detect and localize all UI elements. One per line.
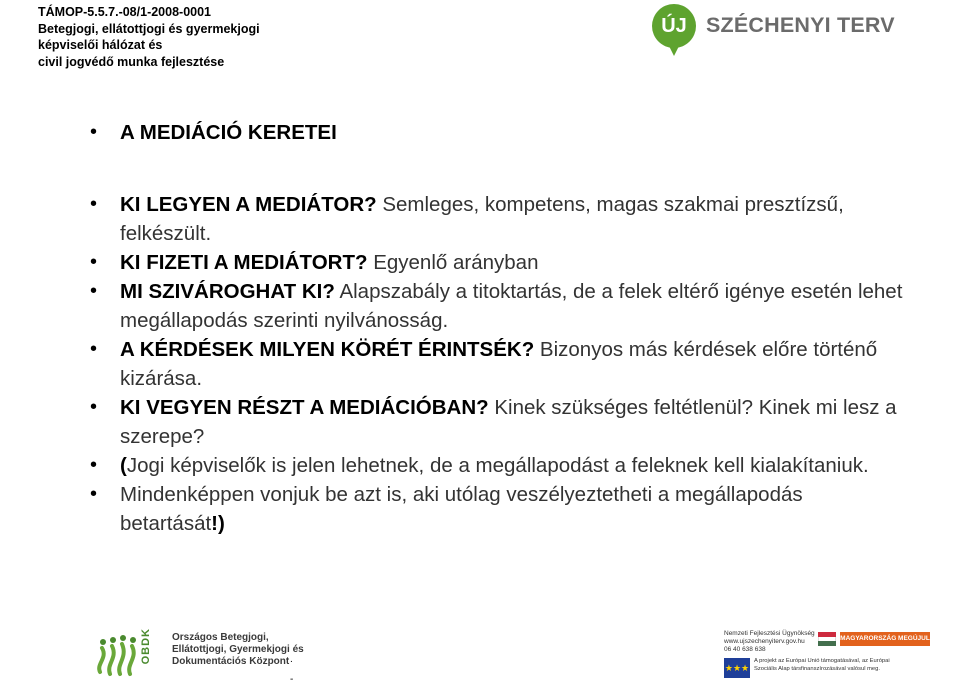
obdk-figures-icon: [94, 634, 166, 678]
hungarian-flag-icon: [818, 632, 836, 646]
bullet-question: A KÉRDÉSEK MILYEN KÖRÉT ÉRINTSÉK?: [120, 338, 535, 361]
logo-name: SZÉCHENYI TERV: [706, 13, 895, 37]
uj-badge-icon: ÚJ: [652, 4, 696, 48]
bullet-question: KI FIZETI A MEDIÁTORT?: [120, 251, 368, 274]
magyarorszag-megujul-badge: MAGYARORSZÁG MEGÚJUL: [840, 632, 930, 646]
project-line-2: képviselői hálózat és: [38, 38, 163, 52]
logo-pin-shape: [668, 44, 680, 56]
eu-flag-icon: ★★★: [724, 658, 750, 678]
bullet-answer: Egyenlő arányban: [367, 251, 539, 274]
obdk-logo: [94, 628, 304, 688]
bullet-text: Jogi képviselők is jelen lehetnek, de a megállapodást a feleknek kell kialakítaniuk.: [126, 454, 869, 477]
bullet-item: [90, 277, 910, 335]
bullet-answer: Alapszabály a titoktartás, de a felek eltérő igénye esetén lehet megállapodás szerinti nyilvánosság.: [120, 280, 903, 332]
slide-content: [90, 118, 910, 538]
bullet-question: KI LEGYEN A MEDIÁTOR?: [120, 193, 377, 216]
bullet-item: [90, 393, 910, 451]
eu-funding-note: A projekt az Európai Unió támogatásával, az Európai Szociális Alap társfinanszírozásával valósul meg.: [754, 658, 890, 672]
bullet-item: [90, 335, 910, 393]
project-line-3: civil jogvédő munka fejlesztése: [38, 54, 225, 69]
project-line-1: Betegjogi, ellátottjogi és gyermekjogi: [38, 21, 260, 36]
stray-marks: . -: [290, 654, 294, 685]
project-code: TÁMOP-5.5.7.-08/1-2008-0001: [38, 5, 212, 19]
bullet-text: Mindenképpen vonjuk be azt is, aki utólag veszélyeztetheti a megállapodás betartását: [120, 483, 803, 535]
bullet-paren-close: !): [211, 512, 225, 535]
bullet-paren-open: (: [120, 454, 127, 477]
bullet-item: [90, 248, 910, 277]
funding-logos: [718, 620, 936, 695]
szechenyi-terv-logo: [652, 0, 895, 68]
obdk-name: Országos Betegjogi, Ellátottjogi, Gyermekjogi és Dokumentációs Központ: [172, 632, 304, 667]
bullet-item: [90, 451, 910, 480]
obdk-acronym: OBDK: [140, 628, 152, 665]
nfu-info: Nemzeti Fejlesztési Ügynökség www.ujszechenyiterv.gov.hu 06 40 638 638: [724, 630, 815, 653]
project-header: [38, 4, 260, 70]
bullet-list: [90, 190, 910, 538]
bullet-answer: Bizonyos más kérdések előre történő kizárása.: [120, 338, 878, 390]
bullet-question: KI VEGYEN RÉSZT A MEDIÁCIÓBAN?: [120, 396, 489, 419]
bullet-item: [90, 480, 910, 538]
bullet-answer: Kinek szükséges feltétlenül? Kinek mi lesz a szerepe?: [120, 396, 897, 448]
bullet-answer: Semleges, kompetens, magas szakmai presztízsű, felkészült.: [120, 193, 844, 245]
bullet-question: MI SZIVÁROGHAT KI?: [120, 280, 335, 303]
bullet-item: [90, 190, 910, 248]
slide-title: • A MEDIÁCIÓ KERETEI: [90, 118, 910, 147]
